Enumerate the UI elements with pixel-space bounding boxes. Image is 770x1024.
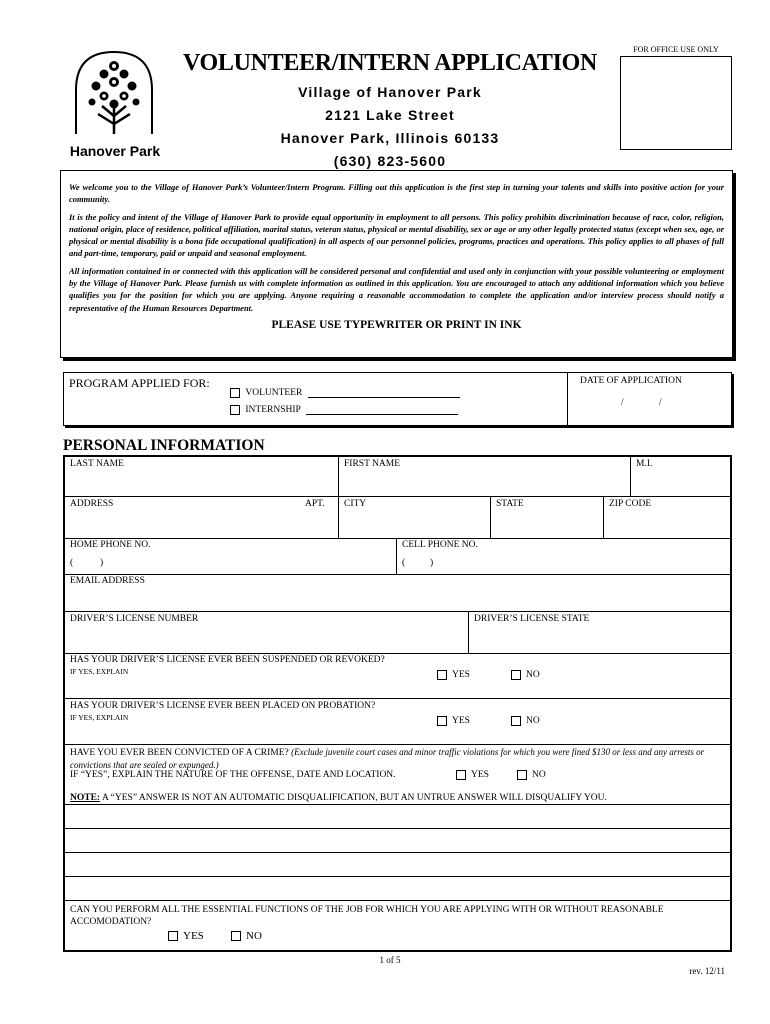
dl-state-cell[interactable] xyxy=(469,612,732,653)
volunteer-option xyxy=(230,388,460,398)
phone-row xyxy=(65,539,730,575)
home-phone-cell[interactable] xyxy=(65,539,397,574)
probation-no-label: NO xyxy=(526,716,540,727)
last-name-cell[interactable] xyxy=(65,457,339,496)
ink-note: PLEASE USE TYPEWRITER OR PRINT IN INK xyxy=(271,318,522,331)
personal-info-title: PERSONAL INFORMATION xyxy=(63,437,265,454)
volunteer-line[interactable] xyxy=(308,388,460,398)
org-city: Hanover Park, Illinois 60133 xyxy=(280,130,500,146)
crime-no-checkbox[interactable] xyxy=(517,770,527,780)
suspended-no-option xyxy=(511,670,540,680)
crime-yes-option xyxy=(456,770,489,780)
dl-number-cell[interactable] xyxy=(65,612,469,653)
address-row xyxy=(65,497,730,539)
explain-line-4[interactable] xyxy=(65,877,730,901)
mi-label: M.I. xyxy=(636,459,653,469)
dl-state-label: DRIVER’S LICENSE STATE xyxy=(474,614,590,624)
note-text: A “YES” ANSWER IS NOT AN AUTOMATIC DISQUALIFICATION, BUT AN UNTRUE ANSWER WILL DISQUALIFY YOU. xyxy=(101,793,607,803)
program-label: PROGRAM APPLIED FOR: xyxy=(69,376,210,390)
intro-welcome: We welcome you to the Village of Hanover Park’s Volunteer/Intern Program. Filling out this application is the first step in turning your talents and skills into positive action for your community. xyxy=(69,182,724,205)
suspended-question: HAS YOUR DRIVER’S LICENSE EVER BEEN SUSPENDED OR REVOKED? xyxy=(70,655,385,665)
essential-no-checkbox[interactable] xyxy=(231,931,241,941)
suspended-no-label: NO xyxy=(526,670,540,681)
form-title: VOLUNTEER/INTERN APPLICATION xyxy=(182,50,598,76)
internship-checkbox[interactable] xyxy=(230,405,240,415)
address-cell[interactable] xyxy=(65,497,339,538)
crime-yes-checkbox[interactable] xyxy=(456,770,466,780)
hanover-park-logo xyxy=(68,46,162,162)
probation-yes-label: YES xyxy=(452,716,470,727)
internship-option xyxy=(230,405,458,415)
suspended-yes-option xyxy=(437,670,470,680)
note-label: NOTE: xyxy=(70,793,101,803)
org-name: Village of Hanover Park xyxy=(298,84,482,100)
internship-line[interactable] xyxy=(306,405,458,415)
city-label: CITY xyxy=(344,499,367,509)
state-label: STATE xyxy=(496,499,524,509)
essential-yes-checkbox[interactable] xyxy=(168,931,178,941)
suspended-yes-checkbox[interactable] xyxy=(437,670,447,680)
crime-yes-label: YES xyxy=(471,770,489,781)
zip-cell[interactable] xyxy=(604,497,732,538)
home-phone-label: HOME PHONE NO. xyxy=(70,540,151,550)
explain-line-3[interactable] xyxy=(65,853,730,877)
program-box xyxy=(63,372,732,426)
essential-row xyxy=(65,901,730,952)
home-phone-paren-open: ( xyxy=(70,558,74,568)
logo-text: Hanover Park xyxy=(69,143,161,159)
suspended-row xyxy=(65,654,730,699)
first-name-label: FIRST NAME xyxy=(344,459,401,469)
crime-no-label: NO xyxy=(532,770,546,781)
explain-line-1[interactable] xyxy=(65,805,730,829)
address-label: ADDRESS xyxy=(70,499,114,509)
home-phone-paren-close: ) xyxy=(100,558,104,568)
probation-if-yes: IF YES, EXPLAIN xyxy=(70,713,129,722)
office-use-label: FOR OFFICE USE ONLY xyxy=(633,45,719,54)
cell-phone-label: CELL PHONE NO. xyxy=(402,540,478,550)
essential-question: CAN YOU PERFORM ALL THE ESSENTIAL FUNCTIONS OF THE JOB FOR WHICH YOU ARE APPLYING WITH OR WITHOUT REASONABLE ACCOMODATION? xyxy=(70,905,664,927)
probation-row xyxy=(65,699,730,745)
page-number: 1 of 5 xyxy=(379,955,401,965)
personal-info-table xyxy=(63,455,732,952)
crime-question-exclusions: (Exclude juvenile court cases and minor traffic violations for which you were fined $130 or less and any arrests or convictions that are sealed or expunged.) xyxy=(70,747,705,770)
first-name-cell[interactable] xyxy=(339,457,631,496)
zip-label: ZIP CODE xyxy=(609,499,652,509)
crime-explain: IF “YES”, EXPLAIN THE NATURE OF THE OFFENSE, DATE AND LOCATION. xyxy=(70,770,396,780)
cell-phone-paren-open: ( xyxy=(402,558,406,568)
probation-question: HAS YOUR DRIVER’S LICENSE EVER BEEN PLACED ON PROBATION? xyxy=(70,701,376,711)
crime-no-option xyxy=(517,770,546,780)
volunteer-label: VOLUNTEER xyxy=(245,388,303,399)
dl-number-label: DRIVER’S LICENSE NUMBER xyxy=(70,614,199,624)
date-sep-2: / xyxy=(659,398,662,408)
program-divider xyxy=(567,373,568,425)
suspended-no-checkbox[interactable] xyxy=(511,670,521,680)
crime-question-main: HAVE YOU EVER BEEN CONVICTED OF A CRIME? xyxy=(70,748,289,758)
intro-eeo-policy: It is the policy and intent of the Village of Hanover Park to provide equal opportunity in employment to all persons. This policy prohibits discrimination because of race, color, religion, national origin, place of residence, political affiliation, marital status, veteran status, physical or mental disability, sex or age or any other legally protected status (except when sex, age, or physical or mental disability is a bona fide occupational qualification) in all aspects of our personnel policies, programs, practices and operations. This policy applies to all phases of full and part-time, temporary, paid or unpaid and seasonal employment. xyxy=(69,211,724,259)
last-name-label: LAST NAME xyxy=(70,459,124,469)
essential-no-option xyxy=(231,930,262,942)
suspended-yes-label: YES xyxy=(452,670,470,681)
suspended-if-yes: IF YES, EXPLAIN xyxy=(70,667,129,676)
apt-label: APT. xyxy=(305,499,325,509)
org-street: 2121 Lake Street xyxy=(325,107,455,123)
probation-no-checkbox[interactable] xyxy=(511,716,521,726)
cell-phone-paren-close: ) xyxy=(430,558,434,568)
intro-confidentiality: All information contained in or connected with this application will be considered personal and confidential and used only in conjunction with your possible volunteering or employment by the Village of Hanover Park. Please furnish us with complete information as outlined in this application. You are encouraged to attach any additional information which you believe qualifies you for the position for which you are applying. Anyone requiring a reasonable accommodation to complete the application and/or interview process should notify a representative of the Human Resources Department. xyxy=(69,265,724,313)
intro-box xyxy=(60,170,733,358)
date-label: DATE OF APPLICATION xyxy=(580,376,682,386)
probation-yes-checkbox[interactable] xyxy=(437,716,447,726)
crime-question xyxy=(70,746,725,772)
cell-phone-cell[interactable] xyxy=(397,539,732,574)
probation-no-option xyxy=(511,716,540,726)
essential-yes-option xyxy=(168,930,204,942)
state-cell[interactable] xyxy=(491,497,604,538)
name-row xyxy=(65,457,730,497)
internship-label: INTERNSHIP xyxy=(245,405,301,416)
email-label: EMAIL ADDRESS xyxy=(70,576,145,586)
essential-no-label: NO xyxy=(246,930,262,942)
date-sep-1: / xyxy=(621,398,624,408)
explain-line-2[interactable] xyxy=(65,829,730,853)
essential-yes-label: YES xyxy=(183,930,204,942)
email-row[interactable] xyxy=(65,575,730,612)
org-phone: (630) 823-5600 xyxy=(333,153,447,169)
crime-row xyxy=(65,745,730,805)
crime-note xyxy=(70,793,607,803)
volunteer-checkbox[interactable] xyxy=(230,388,240,398)
office-use-box[interactable] xyxy=(620,56,732,150)
revision: rev. 12/11 xyxy=(689,966,725,976)
city-cell[interactable] xyxy=(339,497,491,538)
license-row xyxy=(65,612,730,654)
probation-yes-option xyxy=(437,716,470,726)
mi-cell[interactable] xyxy=(631,457,732,496)
